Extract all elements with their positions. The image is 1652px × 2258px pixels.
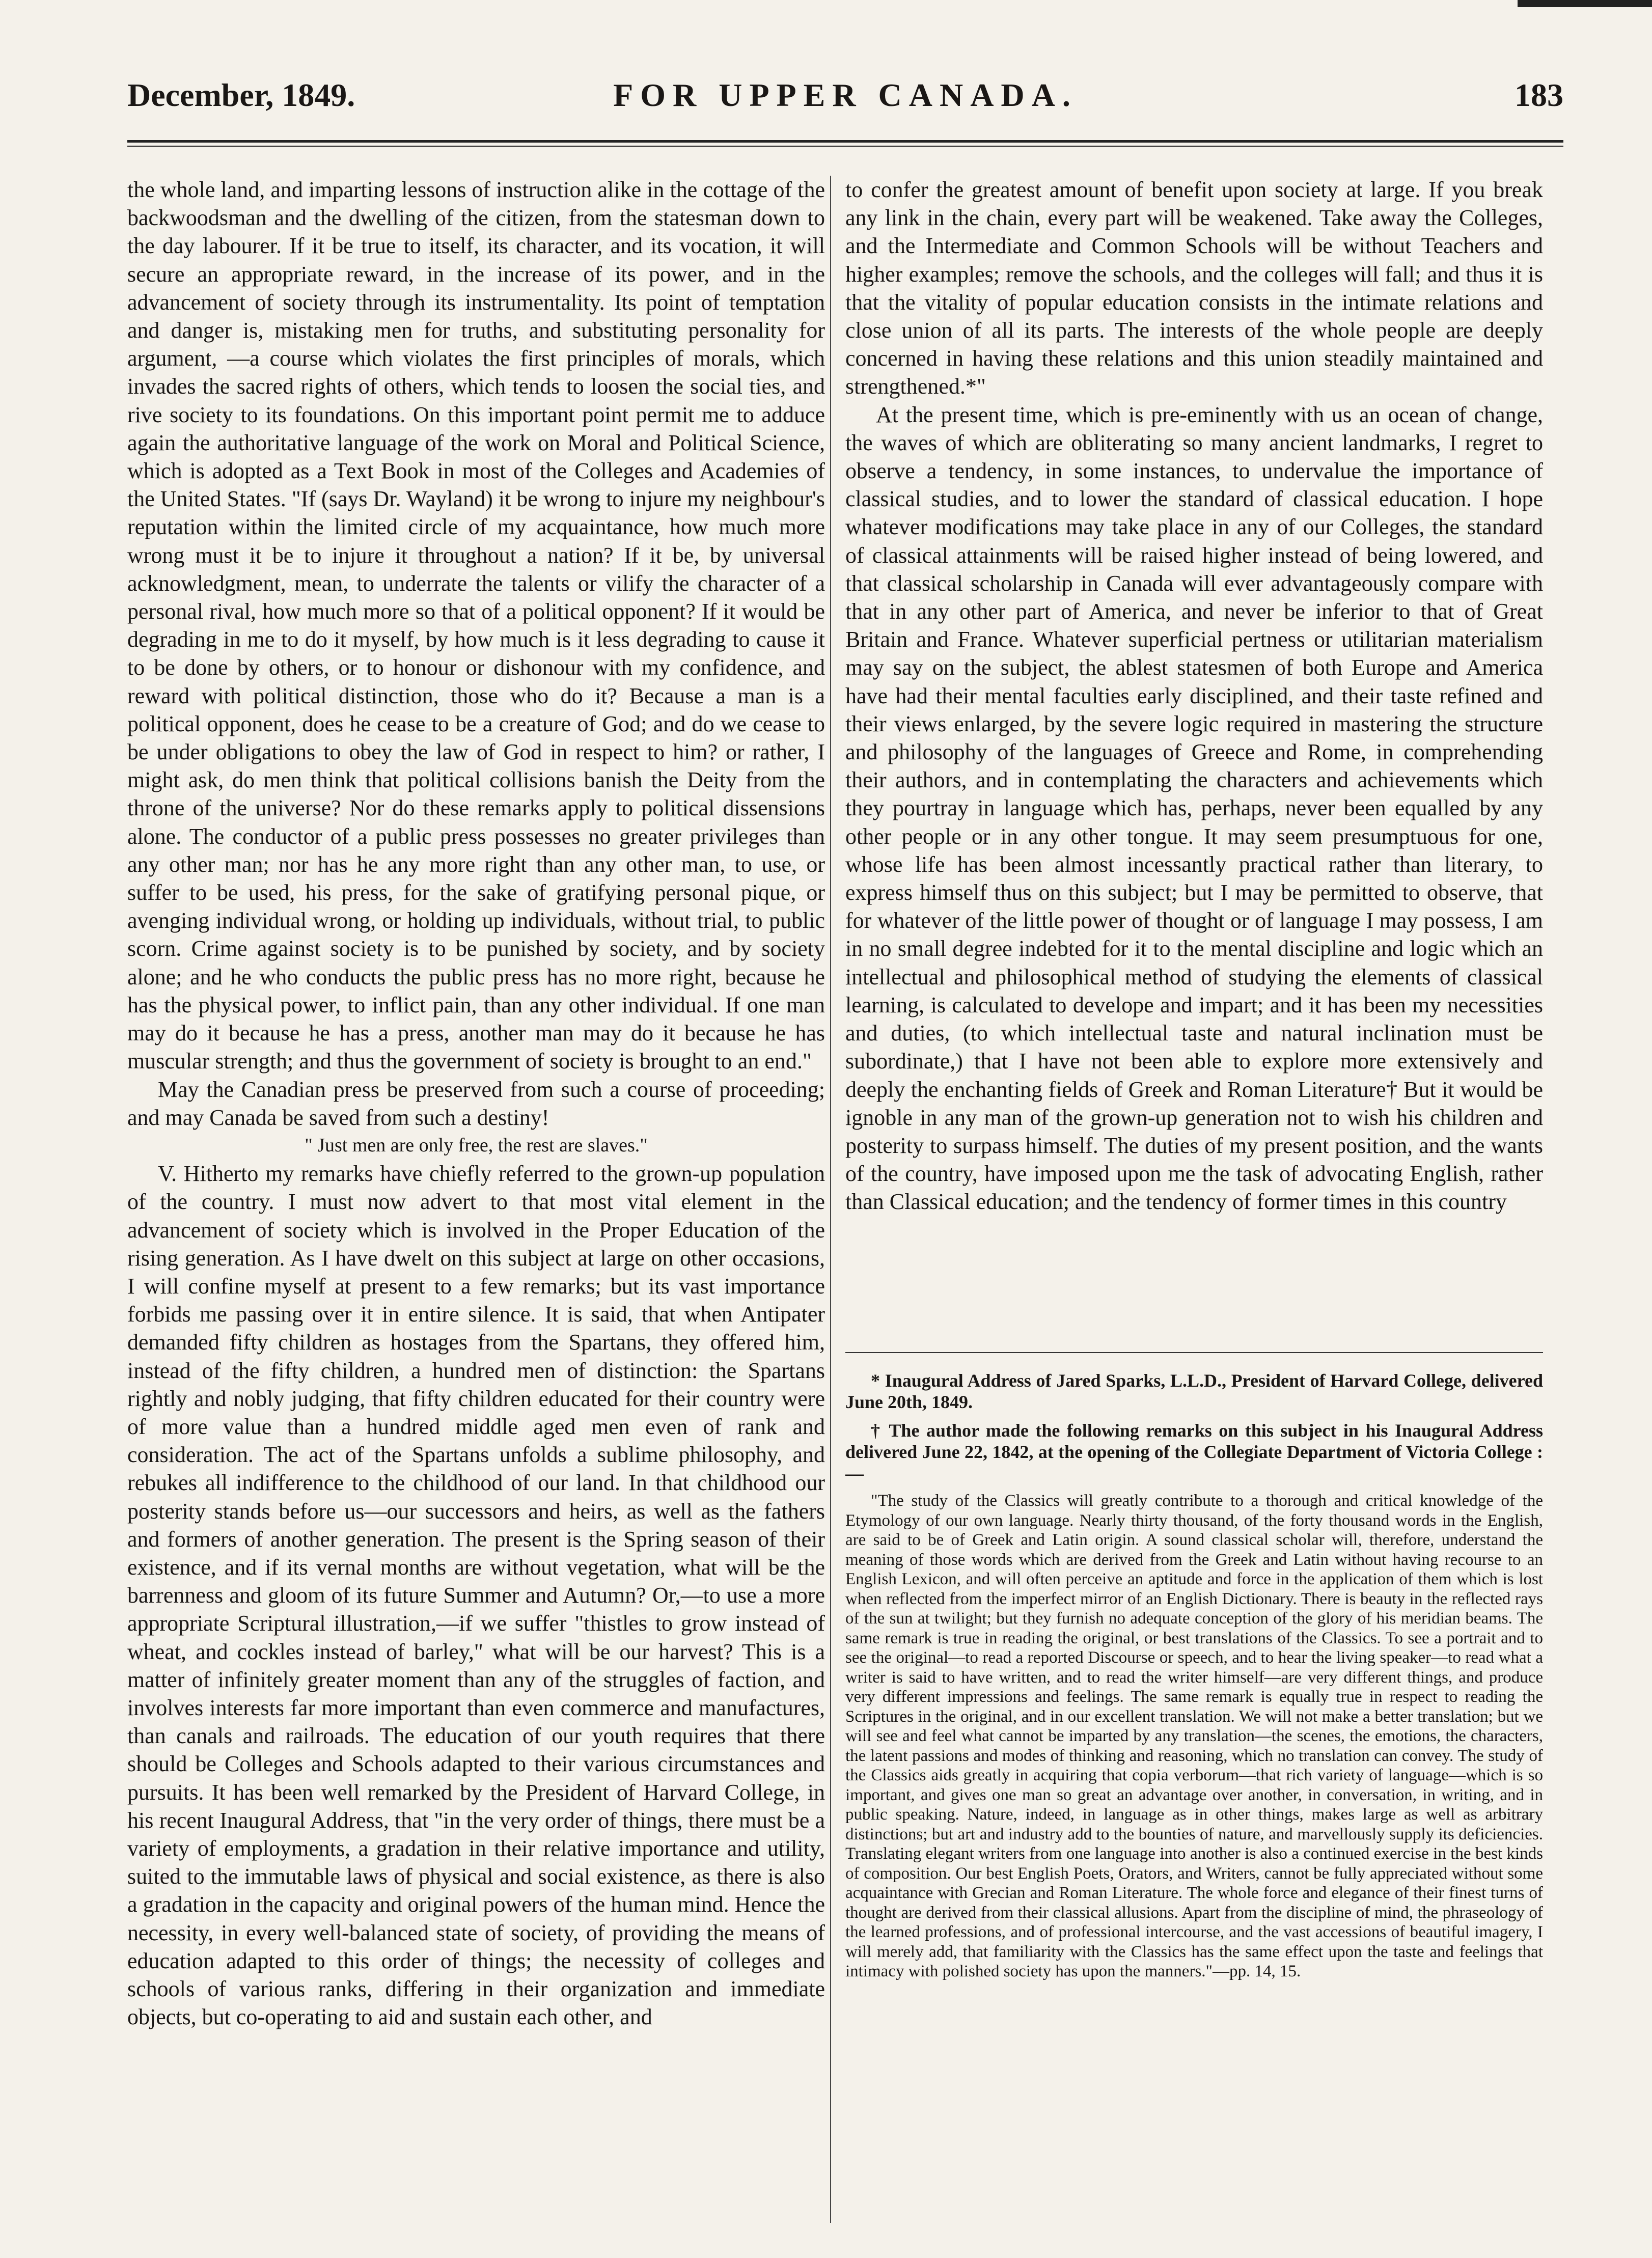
footnotes (845, 1370, 1543, 1989)
footnote-rule (845, 1352, 1543, 1353)
left-paragraph-2: May the Canadian press be preserved from such a course of proceeding; and may Canada be saved from such a destiny! (127, 1077, 825, 1130)
left-quote: " Just men are only free, the rest are slaves." (305, 1134, 648, 1156)
issue-date: December, 1849. (127, 77, 355, 113)
right-paragraph-1: to confer the greatest amount of benefit upon society at large. If you break any link in the chain, every part will be weakened. Take away the Colleges, and the Intermediate and Common Schools will be without Teachers and higher examples; remove the schools, and the colleges will fall; and thus it is that the vitality of popular education consists in the intimate relations and close union of all its parts. The interests of the whole people are deeply concerned in having these relations and this union steadily maintained and strengthened.*" (845, 177, 1543, 399)
header-rule (127, 140, 1563, 147)
running-title: FOR UPPER CANADA. (613, 77, 1078, 113)
column-divider (830, 176, 831, 2223)
right-paragraph-2: At the present time, which is pre-eminently with us an ocean of change, the waves of which are obliterating so many ancient landmarks, I regret to observe a tendency, in some instances, to undervalue the importance of classical studies, and to lower the standard of classical education. I hope whatever modifications may take place in any of our Colleges, the standard of classical attainments will be raised higher instead of being lowered, and that classical scholarship in Canada will ever advantageously compare with that in any other part of America, and never be inferior to that of Great Britain and France. Whatever superficial pertness or utilitarian materialism may say on the subject, the ablest statesmen of both Europe and America have had their mental faculties early disciplined, and their taste refined and their views enlarged, by the severe logic required in mastering the structure and philosophy of the languages of Greece and Rome, in comprehending their authors, and in contemplating the characters and achievements which they pourtray in language which has, perhaps, never been equalled by any other people or in any other tongue. It may seem presumptuous for one, whose life has been almost incessantly practical rather than literary, to express himself thus on this subject; but I may be permitted to observe, that for whatever of the little power of thought or of language I may possess, I am in no small degree indebted for it to the mental discipline and logic which an intellectual and philosophical method of studying the elements of classical learning, is calculated to develope and impart; and it has been my necessities and duties, (to which intellectual taste and natural inclination must be subordinate,) that I have not been able to explore more extensively and deeply the enchanting fields of Greek and Roman Literature† But it would be ignoble in any man of the grown-up generation not to wish his children and posterity to surpass himself. The duties of my present position, and the wants of the country, have imposed upon me the task of advocating English, rather than Classical education; and the tendency of former times in this country (845, 402, 1543, 1215)
left-paragraph-3: V. Hitherto my remarks have chiefly referred to the grown-up population of the country. I must now advert to that most vital element in the advancement of society which is involved in the Proper Education of the rising generation. As I have dwelt on this subject at large on other occasions, I will confine myself at present to a few remarks; but its vast importance forbids me passing over it in entire silence. It is said, that when Antipater demanded fifty children as hostages from the Spartans, they offered him, instead of the fifty children, a hundred men of distinction: the Spartans rightly and nobly judging, that fifty children educated for their country were of more value than a hundred middle aged men even of rank and consideration. The act of the Spartans unfolds a sublime philosophy, and rebukes all indifference to the childhood of our land. In that childhood our posterity stands before us—our successors and heirs, as well as the fathers and formers of another generation. The present is the Spring season of their existence, and if its vernal months are without vegetation, what will be the barrenness and gloom of its future Summer and Autumn? Or,—to use a more appropriate Scriptural illustration,—if we suffer "thistles to grow instead of wheat, and cockles instead of barley," what will be our harvest? This is a matter of infinitely greater moment than any of the struggles of faction, and involves interests far more important than even commerce and manufactures, than canals and railroads. The education of our youth requires that there should be Colleges and Schools adapted to their various circumstances and pursuits. It has been well remarked by the President of Harvard College, in his recent Inaugural Address, that "in the very order of things, there must be a variety of employments, a gradation in their relative importance and utility, suited to the immutable laws of physical and social existence, as there is also a gradation in the capacity and original powers of the human mind. Hence the necessity, in every well-balanced state of society, of providing the means of education adapted to this order of things; the necessity of colleges and schools of various ranks, differing in their organization and immediate objects, but co-operating to aid and sustain each other, and (127, 1161, 825, 2030)
left-paragraph-1: the whole land, and imparting lessons of instruction alike in the cottage of the backwoodsman and the dwelling of the citizen, from the statesman down to the day labourer. If it be true to itself, its character, and its vocation, it will secure an appropriate reward, in the increase of its power, and in the advancement of society through its instrumentality. Its point of temptation and danger is, mistaking men for truths, and substituting personality for argument, —a course which violates the first principles of morals, which invades the sacred rights of others, which tends to loosen the social ties, and rive society to its foundations. On this important point permit me to adduce again the authoritative language of the work on Moral and Political Science, which is adopted as a Text Book in most of the Colleges and Academies of the United States. "If (says Dr. Wayland) it be wrong to injure my neighbour's reputation within the limited circle of my acquaintance, how much more wrong must it be to injure it throughout a nation? If it be, by universal acknowledgment, mean, to underrate the talents or vilify the character of a personal rival, how much more so that of a political opponent? If it would be degrading in me to do it myself, by how much is it less degrading to cause it to be done by others, or to honour or dishonour with my confidence, and reward with political distinction, those who do it? Because a man is a political opponent, does he cease to be a creature of God; and do we cease to be under obligations to obey the law of God in respect to him? or rather, I might ask, do men think that political collisions banish the Deity from the throne of the universe? Nor do these remarks apply to political dissensions alone. The conductor of a public press possesses no greater privileges than any other man; nor has he any more right than any other man, to use, or suffer to be used, his press, for the sake of gratifying personal pique, or avenging individual wrong, or holding up individuals, without trial, to public scorn. Crime against society is to be punished by society, and by society alone; and he who conducts the public press has no more right, because he has the physical power, to inflict pain, than any other individual. If one man may do it because he has a press, another man may do it because he has muscular strength; and thus the government of society is brought to an end." (127, 177, 825, 1074)
footnote-2: † The author made the following remarks on this subject in his Inaugural Address delivered June 22, 1842, at the opening of the Collegiate Department of Victoria College :— (845, 1420, 1543, 1483)
left-column (127, 176, 825, 2031)
footnote-1: * Inaugural Address of Jared Sparks, L.L.D., President of Harvard College, delivered June 20th, 1849. (845, 1370, 1543, 1412)
right-column (845, 176, 1543, 1216)
footnote-2-quote: "The study of the Classics will greatly contribute to a thorough and critical knowledge of the Etymology of our own language. Nearly thirty thousand, of the forty thousand words in the English, are said to be of Greek and Latin origin. A sound classical scholar will, therefore, understand the meaning of those words which are derived from the Greek and Latin without having recourse to an English Lexicon, and will often perceive an aptitude and force in the application of them which is lost when reflected from the imperfect mirror of an English Dictionary. There is beauty in the reflected rays of the sun at twilight; but they furnish no adequate conception of the glory of his meridian beams. The same remark is true in reading the original, or best translations of the Classics. To see a portrait and to see the original—to read a reported Discourse or speech, and to hear the living speaker—to read what a writer is said to have written, and to read the writer himself—are very different things, and produce very different impressions and feelings. The same remark is equally true in respect to reading the Scriptures in the original, and in our excellent translation. We will not make a better translation; but we will see and feel what cannot be imparted by any translation—the scenes, the emotions, the characters, the latent passions and modes of thinking and reasoning, which no translation can convey. The study of the Classics aids greatly in acquiring that copia verborum—that rich variety of language—which is so important, and gives one man so great an advantage over another, in conversation, in writing, and in public speaking. Nature, indeed, in language as in other things, makes large as well as arbitrary distinctions; but art and industry add to the bounties of nature, and marvellously supply its deficiencies. Translating elegant writers from one language into another is also a continued exercise in the best kinds of composition. Our best English Poets, Orators, and Writers, cannot be fully appreciated without some acquaintance with Grecian and Roman Literature. The whole force and elegance of their finest turns of thought are derived from their classical allusions. Apart from the discipline of mind, the phraseology of the learned professions, and of professional intercourse, and the vast accessions of beautiful imagery, I will merely add, that familiarity with the Classics has the same effect upon the taste and feelings that intimacy with polished society has upon the manners."—pp. 14, 15. (845, 1492, 1543, 1980)
page-header (127, 76, 1563, 132)
page-number: 183 (1515, 77, 1563, 113)
top-edge-mark (1518, 0, 1652, 7)
